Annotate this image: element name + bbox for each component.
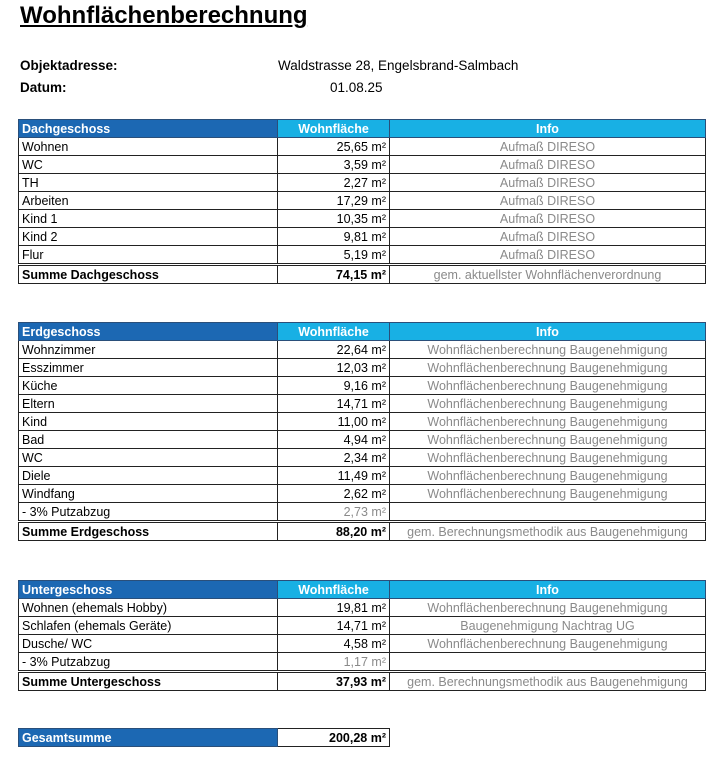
table-row	[19, 377, 706, 395]
table-row	[19, 192, 706, 210]
section-name: Dachgeschoss	[19, 120, 278, 138]
table-header	[19, 120, 706, 138]
sum-label: Summe Dachgeschoss	[19, 265, 278, 284]
col-header-info: Info	[390, 120, 706, 138]
page-title: Wohnflächenberechnung	[20, 2, 308, 29]
room-info: Baugenehmigung Nachtrag UG	[390, 617, 706, 635]
room-info: Aufmaß DIRESO	[390, 156, 706, 174]
table-row	[19, 138, 706, 156]
table-row	[19, 246, 706, 265]
room-area: 2,27 m²	[278, 174, 390, 192]
room-name: - 3% Putzabzug	[19, 503, 278, 522]
room-name: Kind	[19, 413, 278, 431]
room-area: 2,34 m²	[278, 449, 390, 467]
room-name: Bad	[19, 431, 278, 449]
room-area: 25,65 m²	[278, 138, 390, 156]
room-area: 9,16 m²	[278, 377, 390, 395]
table-row	[19, 210, 706, 228]
date-value: 01.08.25	[330, 80, 383, 95]
room-name: WC	[19, 156, 278, 174]
table-row	[19, 413, 706, 431]
room-area: 17,29 m²	[278, 192, 390, 210]
room-name: Eltern	[19, 395, 278, 413]
table-row	[19, 359, 706, 377]
room-area: 22,64 m²	[278, 341, 390, 359]
total-area: 200,28 m²	[278, 729, 390, 747]
table-row	[19, 174, 706, 192]
room-name: - 3% Putzabzug	[19, 653, 278, 672]
col-header-area: Wohnfläche	[278, 323, 390, 341]
room-name: Windfang	[19, 485, 278, 503]
room-info: Wohnflächenberechnung Baugenehmigung	[390, 341, 706, 359]
total-table	[18, 728, 390, 747]
room-area: 19,81 m²	[278, 599, 390, 617]
room-info	[390, 503, 706, 522]
section-table-dachgeschoss	[18, 119, 706, 284]
section-table-erdgeschoss	[18, 322, 706, 541]
room-name: TH	[19, 174, 278, 192]
room-name: Flur	[19, 246, 278, 265]
sum-info: gem. Berechnungsmethodik aus Baugenehmigung	[390, 522, 706, 541]
table-row	[19, 617, 706, 635]
room-area: 5,19 m²	[278, 246, 390, 265]
room-area: 4,94 m²	[278, 431, 390, 449]
room-info: Wohnflächenberechnung Baugenehmigung	[390, 359, 706, 377]
room-info: Wohnflächenberechnung Baugenehmigung	[390, 377, 706, 395]
table-row	[19, 485, 706, 503]
table-row	[19, 431, 706, 449]
room-info: Wohnflächenberechnung Baugenehmigung	[390, 485, 706, 503]
section-table-untergeschoss	[18, 580, 706, 691]
sum-info: gem. aktuellster Wohnflächenverordnung	[390, 265, 706, 284]
section-name: Erdgeschoss	[19, 323, 278, 341]
total-label: Gesamtsumme	[19, 729, 278, 747]
table-row	[19, 228, 706, 246]
room-name: Wohnzimmer	[19, 341, 278, 359]
room-info: Wohnflächenberechnung Baugenehmigung	[390, 395, 706, 413]
sum-label: Summe Erdgeschoss	[19, 522, 278, 541]
room-name: Arbeiten	[19, 192, 278, 210]
col-header-info: Info	[390, 323, 706, 341]
room-name: Wohnen (ehemals Hobby)	[19, 599, 278, 617]
room-area: 2,73 m²	[278, 503, 390, 522]
room-area: 1,17 m²	[278, 653, 390, 672]
room-name: Schlafen (ehemals Geräte)	[19, 617, 278, 635]
room-area: 11,49 m²	[278, 467, 390, 485]
room-name: Diele	[19, 467, 278, 485]
sum-row	[19, 265, 706, 284]
room-info: Wohnflächenberechnung Baugenehmigung	[390, 413, 706, 431]
sum-row	[19, 522, 706, 541]
table-header	[19, 323, 706, 341]
table-row	[19, 341, 706, 359]
sum-area: 37,93 m²	[278, 672, 390, 691]
table-row	[19, 156, 706, 174]
sum-area: 74,15 m²	[278, 265, 390, 284]
room-area: 14,71 m²	[278, 395, 390, 413]
room-area: 3,59 m²	[278, 156, 390, 174]
address-label: Objektadresse:	[20, 58, 118, 73]
sum-area: 88,20 m²	[278, 522, 390, 541]
table-header	[19, 581, 706, 599]
date-label: Datum:	[20, 80, 67, 95]
room-info	[390, 653, 706, 672]
room-name: Esszimmer	[19, 359, 278, 377]
room-area: 14,71 m²	[278, 617, 390, 635]
table-row	[19, 467, 706, 485]
room-info: Aufmaß DIRESO	[390, 228, 706, 246]
room-area: 2,62 m²	[278, 485, 390, 503]
sum-label: Summe Untergeschoss	[19, 672, 278, 691]
room-area: 10,35 m²	[278, 210, 390, 228]
room-area: 4,58 m²	[278, 635, 390, 653]
table-row	[19, 449, 706, 467]
room-area: 11,00 m²	[278, 413, 390, 431]
room-area: 9,81 m²	[278, 228, 390, 246]
room-name: Dusche/ WC	[19, 635, 278, 653]
room-info: Aufmaß DIRESO	[390, 174, 706, 192]
col-header-area: Wohnfläche	[278, 581, 390, 599]
room-info: Aufmaß DIRESO	[390, 246, 706, 265]
room-name: Wohnen	[19, 138, 278, 156]
room-info: Aufmaß DIRESO	[390, 210, 706, 228]
room-info: Aufmaß DIRESO	[390, 192, 706, 210]
room-info: Wohnflächenberechnung Baugenehmigung	[390, 467, 706, 485]
room-name: Kind 2	[19, 228, 278, 246]
room-info: Wohnflächenberechnung Baugenehmigung	[390, 449, 706, 467]
table-row	[19, 653, 706, 672]
table-row	[19, 503, 706, 522]
room-name: WC	[19, 449, 278, 467]
room-info: Wohnflächenberechnung Baugenehmigung	[390, 635, 706, 653]
room-info: Wohnflächenberechnung Baugenehmigung	[390, 431, 706, 449]
table-row	[19, 599, 706, 617]
col-header-info: Info	[390, 581, 706, 599]
room-name: Küche	[19, 377, 278, 395]
table-row	[19, 635, 706, 653]
room-name: Kind 1	[19, 210, 278, 228]
sum-info: gem. Berechnungsmethodik aus Baugenehmigung	[390, 672, 706, 691]
address-value: Waldstrasse 28, Engelsbrand-Salmbach	[278, 58, 519, 73]
sum-row	[19, 672, 706, 691]
room-info: Aufmaß DIRESO	[390, 138, 706, 156]
room-area: 12,03 m²	[278, 359, 390, 377]
table-row	[19, 395, 706, 413]
section-name: Untergeschoss	[19, 581, 278, 599]
room-info: Wohnflächenberechnung Baugenehmigung	[390, 599, 706, 617]
col-header-area: Wohnfläche	[278, 120, 390, 138]
